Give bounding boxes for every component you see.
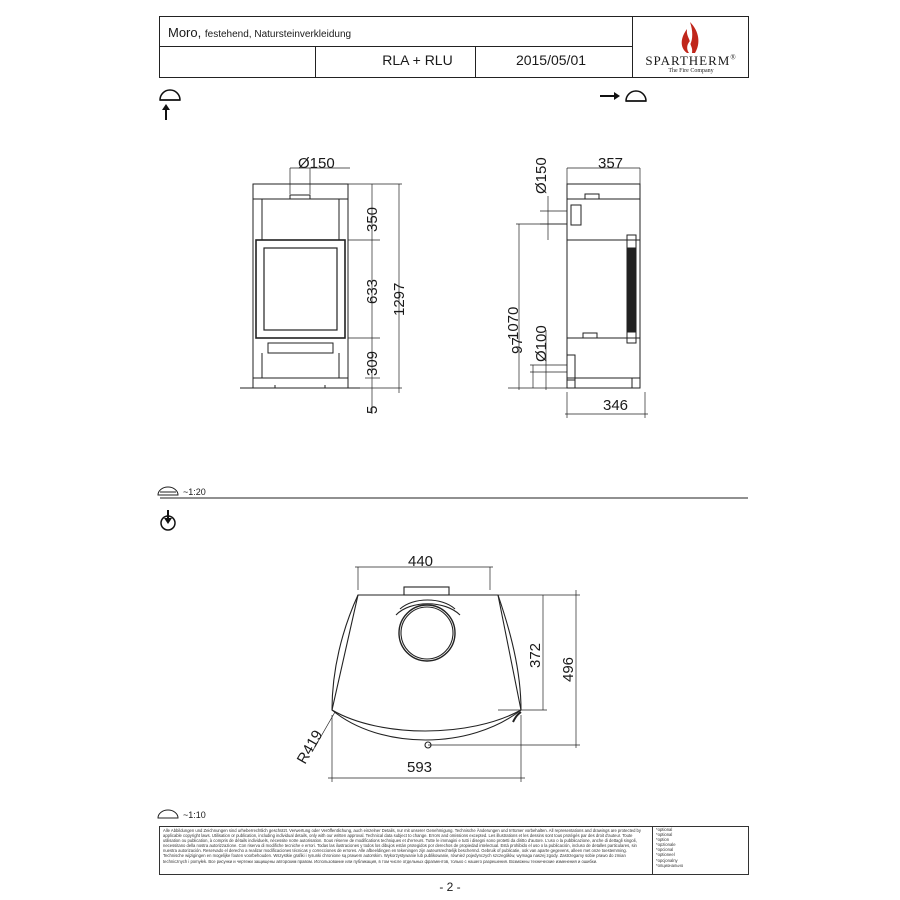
model-code: RLA + RLU [382,52,453,68]
scale-icon [158,810,178,818]
elevation-scale-label: ~1:20 [183,487,206,497]
scale-icon [158,487,178,495]
product-subtitle: festehend, Natursteinverkleidung [204,29,352,40]
optional-note: *opcjonalny [656,857,678,863]
drawing-date: 2015/05/01 [515,52,587,68]
optional-note: *opcional [656,847,674,853]
optional-note: *opzionale [656,842,676,848]
side-air-diameter-label: Ø100 [533,325,550,362]
plan-dim-width-top-label: 440 [408,553,434,570]
product-name: Moro, [168,25,202,40]
plan-dim-width-total-label: 593 [407,759,433,776]
side-dim-flue-height-label: 1070 [505,306,522,340]
front-dim-total-height-label: 1297 [391,282,408,316]
plan-dim-depth-total-label: 496 [560,656,577,682]
plan-scale-label: ~1:10 [183,810,206,820]
plan-view [332,587,521,748]
legal-notice-box [159,826,749,875]
front-flue-diameter-label: Ø150 [298,155,335,172]
plan-view-icon [161,510,175,530]
plan-dim-radius-label: R419 [293,727,327,767]
side-dim-air-height-label: 97 [509,337,526,354]
optional-note: *option [656,837,670,843]
optional-note: *optional [656,827,673,832]
optional-note: *optional [656,832,673,838]
optional-note: *optioneel [656,852,675,858]
side-flue-diameter-label: Ø150 [533,157,550,194]
front-dim-door-label: 633 [364,278,381,304]
legal-notice-text: Alle Abbildungen und Zeichnungen sind urheberrechtlich geschützt. Verwertung oder Veröffentlichung, auch einzelner Details, nur mit unserer Genehmigung. Technische Änderungen und Irrtümer vorbehalten. All representations and drawings are protected by applicable copyright laws. Utilisation or publication, including individual details, only with our written approval. Technical data subject to change. Errors and omissions excepted. Les illustrations et les dessins sont tous protégés par des droit d'auteur. Toute utilisation ou publication, à compris de détails individuels, nécessite notre autorisation. Sous réserve de modifications techniques et d'erreurs. Tutte le immagini e tutti i disegni sono protetti da diritto d'autore. L'uso o la pubblicazione, anche di dettagli singoli, necessitano della nostra autorizzazione. Con riserva di modifiche tecniche e errori. Todas las ilustraciones y todos los dibujos están protegidos por derechos de propiedad intelectual. Está prohibido el uso o la publicación, incluso de detalles particulares, sin nuestra autorización. Reservado el derecho a realizar modificaciones técnicas y correcciones de errores. Alle afbeeldingen en tekeningen zijn auteursrechtelijk beschermd. Gebruik of publicatie, ook van aparte gegevens, alleen met onze toestemming. Technische wijzigingen en mogelijke fouten voorbehouden. Wszystkie grafiki i rysunki chronione są prawem autorskim. Wykorzystywanie lub publikowanie, również pojedynczych szczegółów, wymaga naszej zgody. Zastrzegamy sobie prawo do zmian technicznych i pomyłek. Все рисунки и чертежи защищены авторским правом. Использование или публикация, в том числе отдельных фрагментов, только с нашего разрешения. Возможны технические изменения и ошибки. [163,828,641,864]
brand-name: SPARTHERM [645,53,731,68]
front-dim-base-label: 309 [364,350,381,376]
optional-notes [652,827,747,874]
side-dim-depth-top-label: 357 [598,155,624,172]
front-dim-top-label: 350 [364,206,381,232]
side-view [567,184,640,388]
side-dim-depth-bottom-label: 346 [603,397,629,414]
front-dim-foot-label: 5 [364,405,381,414]
optional-note: *опционально [656,862,684,868]
plan-dim-depth-flue-label: 372 [527,642,544,668]
brand-tagline: The Fire Company [668,68,714,74]
registered-mark: ® [730,53,737,62]
front-view [240,184,360,388]
page-number: - 2 - [439,880,461,894]
